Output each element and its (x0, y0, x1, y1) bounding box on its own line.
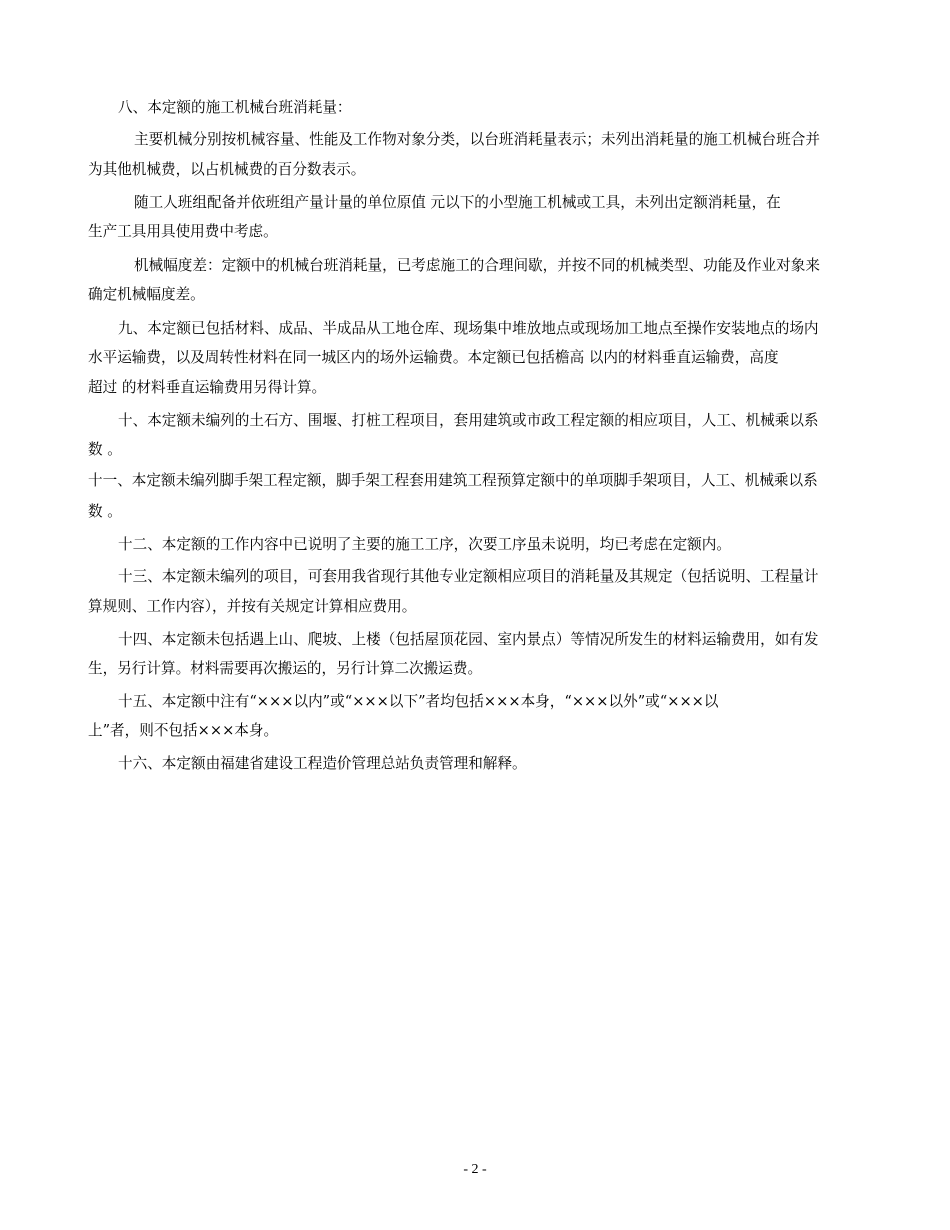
paragraph-8-text-line: 随工人班组配备并依班组产量计量的单位原值 元以下的小型施工机械或工具，未列出定额消耗量，在 (134, 194, 781, 211)
paragraph-8-text-line: 生产工具用具使用费中考虑。 (88, 223, 278, 240)
paragraph-15-text-line: 十五、本定额中注有“×××以内”或“×××以下”者均包括×××本身，“×××以外”或“×××以 (118, 693, 719, 710)
paragraph-9-text-line: 超过 的材料垂直运输费用另得计算。 (88, 379, 327, 396)
paragraph-8-text-line: 为其他机械费，以占机械费的百分数表示。 (88, 161, 366, 178)
paragraph-8-text-line: 确定机械幅度差。 (88, 286, 205, 303)
paragraph-14-text-line: 十四、本定额未包括遇上山、爬坡、上楼（包括屋顶花园、室内景点）等情况所发生的材料运输费用，如有发 (118, 631, 819, 648)
paragraph-9-text-line: 九、本定额已包括材料、成品、半成品从工地仓库、现场集中堆放地点或现场加工地点至操作安装地点的场内 (118, 320, 819, 337)
paragraph-14-text-line: 生，另行计算。材料需要再次搬运的，另行计算二次搬运费。 (88, 660, 483, 677)
paragraph-11-text-line: 十一、本定额未编列脚手架工程定额，脚手架工程套用建筑工程预算定额中的单项脚手架项目，人工、机械乘以系 (88, 472, 818, 489)
paragraph-13-text-line: 十三、本定额未编列的项目，可套用我省现行其他专业定额相应项目的消耗量及其规定（包括说明、工程量计 (118, 568, 819, 585)
paragraph-11-text-line: 数 。 (88, 503, 122, 520)
page-number: - 2 - (463, 1162, 487, 1177)
paragraph-9-text-line: 水平运输费，以及周转性材料在同一城区内的场外运输费。本定额已包括檐高 以内的材料垂直运输费，高度 (88, 349, 779, 366)
paragraph-8-heading: 八、本定额的施工机械台班消耗量： (118, 99, 352, 116)
paragraph-10-text-line: 数 。 (88, 441, 122, 458)
paragraph-8-text-line: 主要机械分别按机械容量、性能及工作物对象分类，以台班消耗量表示；未列出消耗量的施工机械台班合并 (134, 131, 820, 148)
paragraph-16-text-line: 十六、本定额由福建省建设工程造价管理总站负责管理和解释。 (118, 755, 527, 772)
paragraph-8-text-line: 机械幅度差：定额中的机械台班消耗量，已考虑施工的合理间歇，并按不同的机械类型、功能及作业对象来 (134, 257, 820, 274)
paragraph-15-text-line: 上”者，则不包括×××本身。 (88, 722, 279, 739)
paragraph-10-text-line: 十、本定额未编列的土石方、围堰、打桩工程项目，套用建筑或市政工程定额的相应项目，人工、机械乘以系 (118, 412, 819, 429)
paragraph-12-text-line: 十二、本定额的工作内容中已说明了主要的施工工序，次要工序虽未说明，均已考虑在定额内。 (118, 536, 731, 553)
paragraph-13-text-line: 算规则、工作内容），并按有关规定计算相应费用。 (88, 598, 417, 615)
